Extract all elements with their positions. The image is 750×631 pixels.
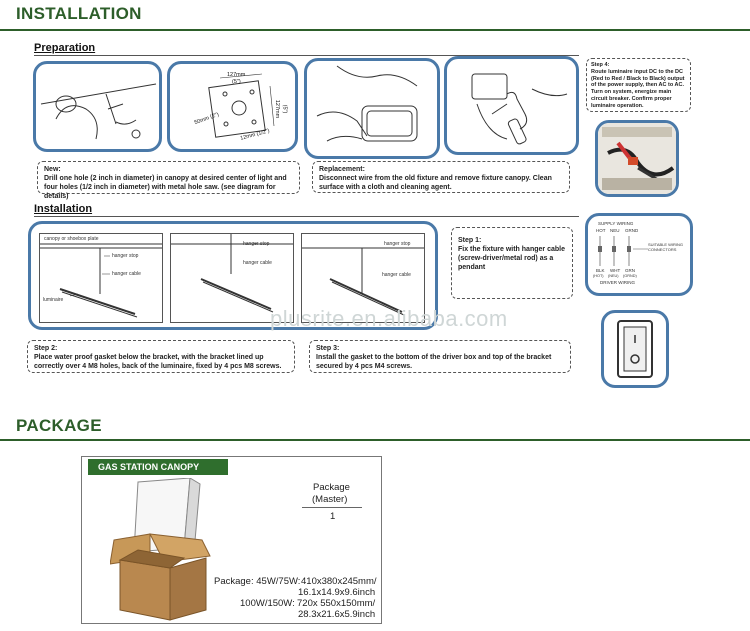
label-hanger-cable-1: hanger cable: [112, 271, 141, 277]
package-title: PACKAGE: [16, 416, 102, 435]
label-hanger-cable-3: hanger cable: [382, 272, 411, 278]
step2-text: Place water proof gasket below the bracket, with the bracket lined up correctly over 4 M8 holes, back of the luminaire, fixed by 4 pcs M8 screws.: [34, 354, 282, 370]
step1-text: Fix the fixture with hanger cable (screw-driver/metal rod) as a pendant: [458, 246, 565, 271]
step1-title: Step 1:: [458, 237, 482, 244]
new-title: New:: [44, 166, 61, 173]
label-hanger-stop-1: hanger stop: [112, 253, 139, 259]
install-panel-1: [39, 233, 163, 323]
connectors-label: SUITABLE WIRING CONNECTORS: [648, 242, 684, 252]
new-note: [37, 161, 300, 200]
installation-title: INSTALLATION: [16, 4, 142, 23]
prep-image-hole-diagram: [167, 61, 298, 152]
wiring-photo: [595, 120, 679, 197]
step3-title: Step 3:: [316, 345, 340, 352]
switch-icon: [604, 313, 666, 385]
grn-label: GRN: [625, 268, 635, 273]
blk-sub-label: (HOT): [593, 274, 604, 278]
package-row2-value-b: 28.3x21.6x5.9inch: [298, 609, 376, 620]
step2-note: [27, 340, 295, 373]
label-hanger-stop-2: hanger stop: [243, 241, 270, 247]
step3-text: Install the gasket to the bottom of the driver box and top of the bracket secured by 4 pcs M4 screws.: [316, 354, 552, 370]
label-luminaire: luminaire: [43, 297, 64, 303]
installation-heading: Installation: [34, 203, 93, 215]
wht-sub-label: (NEU): [608, 274, 619, 278]
replacement-title: Replacement:: [319, 166, 365, 173]
grnd-label: GRND: [625, 228, 639, 233]
step3-note: [309, 340, 571, 373]
connector-photo: [598, 123, 676, 194]
step4-note: [586, 58, 691, 112]
package-divider: [0, 439, 750, 441]
prep-image-fixture-removal: [304, 58, 440, 159]
replacement-text: Disconnect wire from the old fixture and remove fixture canopy. Clean surface with a cloth and cleaning agent.: [319, 175, 552, 191]
package-header-rule: [302, 507, 362, 508]
watermark: plusrite.en.alibaba.com: [270, 306, 508, 331]
package-qty: 1: [330, 511, 336, 522]
driver-wiring-label: DRIVER WIRING: [600, 280, 636, 285]
step4-text: Route luminaire input DC to the DC (Red to Red / Black to Black) output of the power supply, then AC to AC. Turn on system, energize main circuit breaker. Confirm proper luminaire operation.: [591, 68, 685, 109]
package-row1-value-a: 410x380x245mm/: [301, 576, 377, 587]
package-header-line1: Package: [313, 482, 350, 493]
package-row2-value-a: 720x 550x150mm/: [297, 598, 376, 609]
dim-label-50: 50mm (2"): [193, 111, 220, 127]
fixture-removal-illustration: [307, 61, 437, 156]
prep-image-drilling: [33, 61, 162, 152]
supply-wiring-label: SUPPLY WIRING: [598, 221, 634, 226]
wiring-diagram-frame: [585, 213, 693, 296]
install-panel-1-drawing: [40, 234, 162, 322]
package-row1-value-b: 16.1x14.9x9.6inch: [298, 587, 376, 598]
package-row1-label: Package: 45W/75W:: [214, 576, 301, 587]
prep-image-cleaning: [444, 56, 579, 155]
step2-title: Step 2:: [34, 345, 58, 352]
blk-label: BLK: [596, 268, 605, 273]
package-box-illustration: [110, 478, 220, 623]
dim-label-127-side: 127mm: [274, 99, 281, 119]
label-hanger-cable-2: hanger cable: [243, 260, 272, 266]
neu-label: NEU: [610, 228, 620, 233]
installation-rule: [34, 216, 579, 217]
preparation-heading: Preparation: [34, 42, 96, 54]
grn-sub-label: (GRND): [623, 274, 637, 278]
step4-title: Step 4:: [591, 62, 610, 68]
installation-divider: [0, 29, 750, 31]
dim-label-12: 12mm (1/2"): [239, 128, 271, 142]
new-text: Drill one hole (2 inch in diameter) in canopy at desired center of light and four holes (1/2 inch in diameter) with metal hole saw. (see diagram for details): [44, 175, 287, 200]
dim-label-127-top: 127mm: [227, 72, 246, 78]
label-hanger-stop-3: hanger stop: [384, 241, 411, 247]
drilling-illustration: [36, 64, 159, 149]
step1-note: [451, 227, 573, 299]
package-row2-label: 100W/150W:: [240, 598, 295, 609]
dim-label-5-top: (5"): [232, 79, 241, 85]
replacement-note: [312, 161, 570, 193]
package-header-line2: (Master): [312, 494, 348, 505]
switch-frame: [601, 310, 669, 388]
package-banner: GAS STATION CANOPY: [88, 459, 228, 475]
wht-label: WHT: [610, 268, 621, 273]
hot-label: HOT: [596, 228, 606, 233]
cleaning-illustration: [447, 59, 576, 152]
label-canopy: canopy or shoebox plate: [44, 236, 99, 242]
dim-label-5-side: (5"): [281, 104, 288, 114]
